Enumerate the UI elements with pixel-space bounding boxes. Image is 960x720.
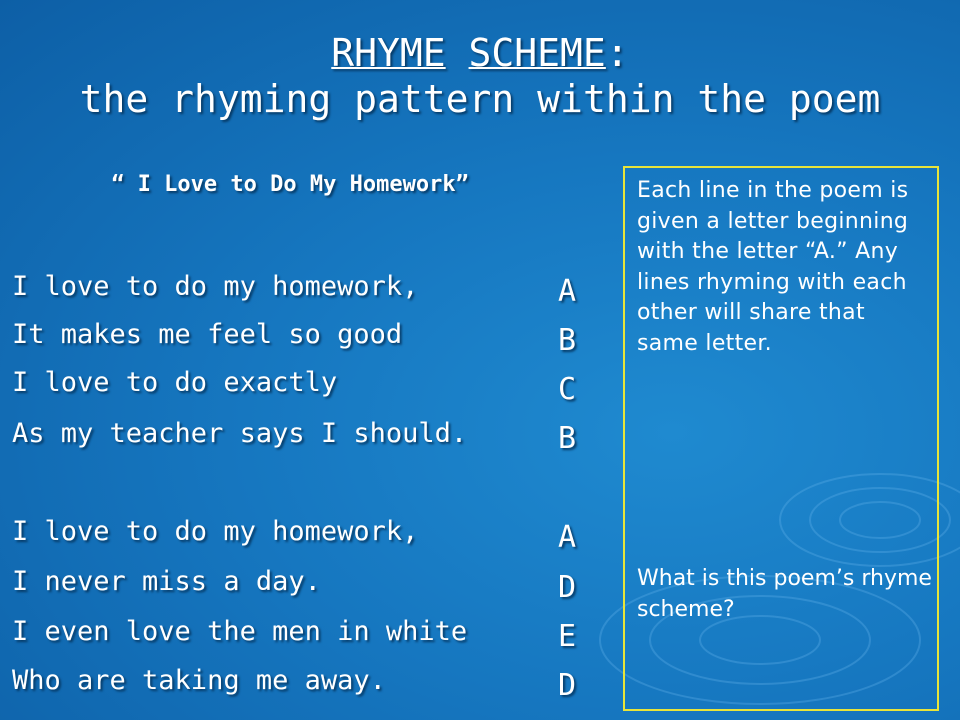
poem-line-6: I never miss a day.: [12, 566, 321, 597]
title-colon: :: [605, 31, 629, 75]
explanation-text: Each line in the poem is given a letter beginning with the letter “A.” Any lines rhyming with each other will share that same letter.: [637, 178, 909, 356]
poem-line-1: I love to do my homework,: [12, 271, 419, 302]
poem-line-8: Who are taking me away.: [12, 665, 386, 696]
poem-line-4: As my teacher says I should.: [12, 418, 468, 449]
poem-title: “ I Love to Do My Homework”: [111, 172, 469, 197]
slide-title: [0, 30, 960, 122]
rhyme-letter-8: D: [557, 668, 577, 703]
poem-line-2: It makes me feel so good: [12, 319, 403, 350]
poem-line-5: I love to do my homework,: [12, 516, 419, 547]
rhyme-letter-5: A: [557, 520, 577, 555]
explanation-question: What is this poem’s rhyme scheme?: [637, 566, 932, 622]
explanation-box: [623, 166, 939, 711]
rhyme-letter-2: B: [557, 323, 577, 358]
rhyme-letter-4: B: [557, 421, 577, 456]
title-line-1: [0, 30, 960, 76]
rhyme-letter-7: E: [557, 619, 577, 654]
poem-line-3: I love to do exactly: [12, 367, 338, 398]
title-line-2: the rhyming pattern within the poem: [79, 77, 881, 121]
poem-line-7: I even love the men in white: [12, 616, 468, 647]
title-word-rhyme: RHYME: [331, 31, 446, 75]
title-word-scheme: SCHEME: [468, 31, 606, 75]
rhyme-letter-6: D: [557, 570, 577, 605]
rhyme-letter-3: C: [557, 372, 577, 407]
rhyme-letter-1: A: [557, 274, 577, 309]
